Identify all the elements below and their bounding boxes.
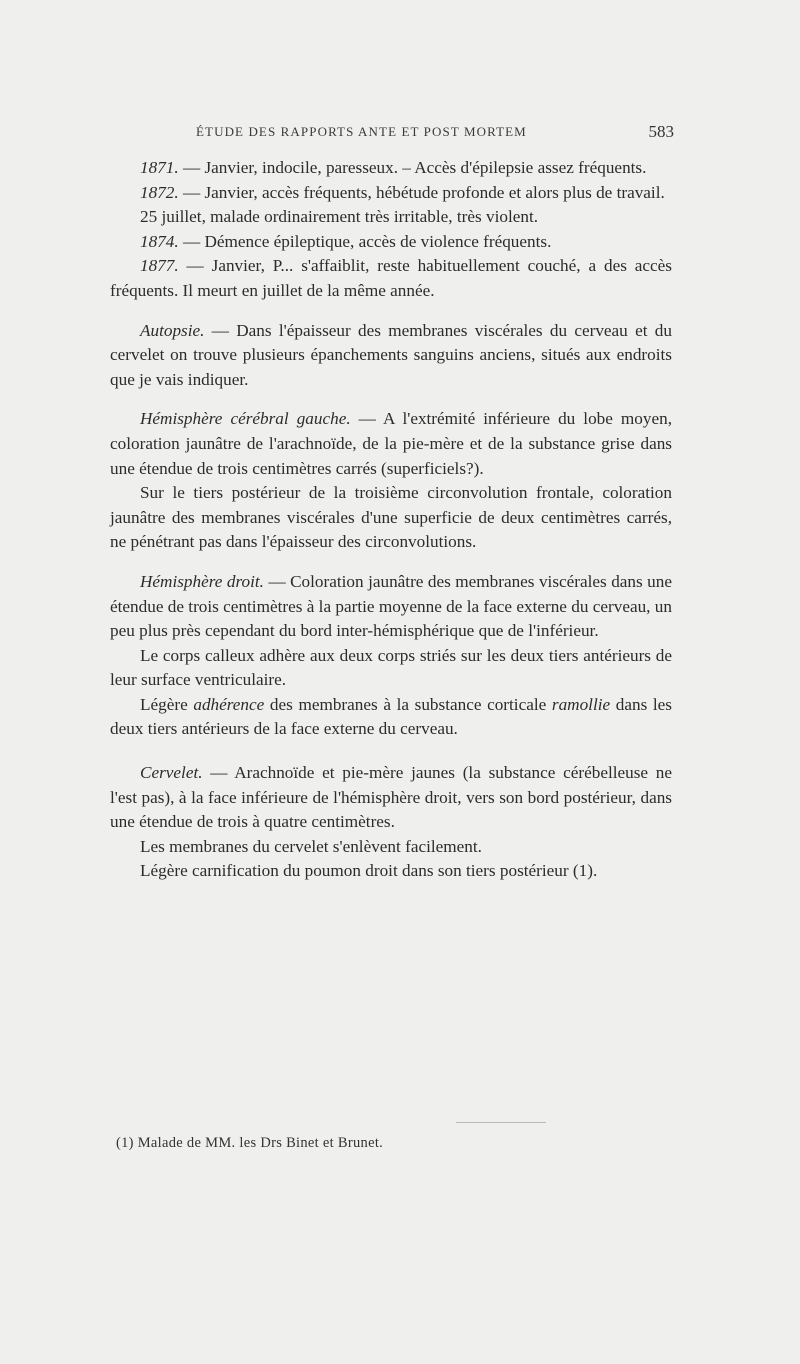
section-label: Cervelet. [140,763,203,783]
paragraph-text: Sur le tiers postérieur de la troisième circonvolution frontale, coloration jaunâtre des membranes viscérales d'une superficie de deux centimètres carrés, ne pénétrant pas dans l'épaisseur des circonvolutions. [110,483,672,552]
paragraph-text: — Démence épileptique, accès de violence fréquents. [178,231,552,251]
running-title: ÉTUDE DES RAPPORTS ANTE ET POST MORTEM [196,124,527,139]
paragraph-text: — Janvier, P... s'affaiblit, reste habituellement couché, a des accès fréquents. Il meurt en juillet de la même année. [110,256,672,300]
paragraph-cervelet [110,761,672,835]
paragraph-autopsie [110,319,672,393]
paragraph-1877 [110,254,672,303]
year-label: 1872. [140,182,179,202]
paragraph-hemisphere-droit [110,570,672,644]
page-number: 583 [648,122,674,141]
paragraph-text: Les membranes du cervelet s'enlèvent facilement. [140,836,482,856]
paragraph-text: — Janvier, accès fréquents, hébétude profonde et alors plus de travail. [178,182,665,202]
paragraph-text: dans les deux tiers antérieurs de la face externe du cerveau. [110,694,672,739]
paragraph-text: — Arachnoïde et pie-mère jaunes (la substance cérébelleuse ne l'est pas), à la face inférieure de l'hémisphère droit, vers son bord postérieur, dans une étendue de trois à quatre centimètres. [110,763,672,832]
paragraph-text: — Coloration jaunâtre des membranes viscérales dans une étendue de trois centimètres à la partie moyenne de la face externe du cerveau, un peu plus près cependant du bord inter-hémisphérique que de l'inférieur. [110,571,672,641]
paragraph-hemisphere-gauche [110,407,672,481]
page-header [196,124,674,148]
paragraph-1871 [110,156,672,181]
paragraph-25-juillet [110,205,672,230]
paragraph-1872 [110,181,672,206]
paragraph-text: 25 juillet, malade ordinairement très irritable, très violent. [140,207,539,227]
paragraph-poumon [110,859,672,884]
paragraph-circonvolution [110,481,672,555]
year-label: 1871. [140,158,179,177]
italic-term: ramollie [551,694,611,714]
paragraph-text: Légère carnification du poumon droit dans son tiers postérieur (1). [140,861,598,881]
paragraph-membranes-cervelet [110,835,672,860]
body-text [110,156,672,884]
year-label: 1877. [140,256,179,276]
section-label: Hémisphère cérébral gauche. [140,409,351,429]
paragraph-text: — Dans l'épaisseur des membranes viscérales du cerveau et du cervelet on trouve plusieurs épanchements sanguins anciens, situés aux endroits que je vais indiquer. [110,320,672,389]
paragraph-text: des membranes à la substance corticale [264,694,552,714]
year-label: 1874. [140,231,179,251]
italic-term: adhérence [193,694,265,714]
section-label: Hémisphère droit. [140,571,264,591]
footnote: (1) Malade de MM. les Drs Binet et Brunet. [116,1135,384,1151]
paragraph-text: — A l'extrémité inférieure du lobe moyen, coloration jaunâtre de l'arachnoïde, de la pie-mère et de la substance grise dans une étendue de trois centimètres carrés (superficiels?). [110,409,672,478]
section-label: Autopsie. [140,320,205,340]
paragraph-1874 [110,230,672,255]
footnote-divider [456,1122,546,1123]
paragraph-corps-calleux [110,644,672,693]
paragraph-adherence [110,693,672,742]
paragraph-text: — Janvier, indocile, paresseux. – Accès d'épilepsie assez fréquents. [178,158,647,177]
paragraph-text: Le corps calleux adhère aux deux corps striés sur les deux tiers antérieurs de leur surface ventriculaire. [110,645,672,690]
paragraph-text: Légère [140,694,194,714]
